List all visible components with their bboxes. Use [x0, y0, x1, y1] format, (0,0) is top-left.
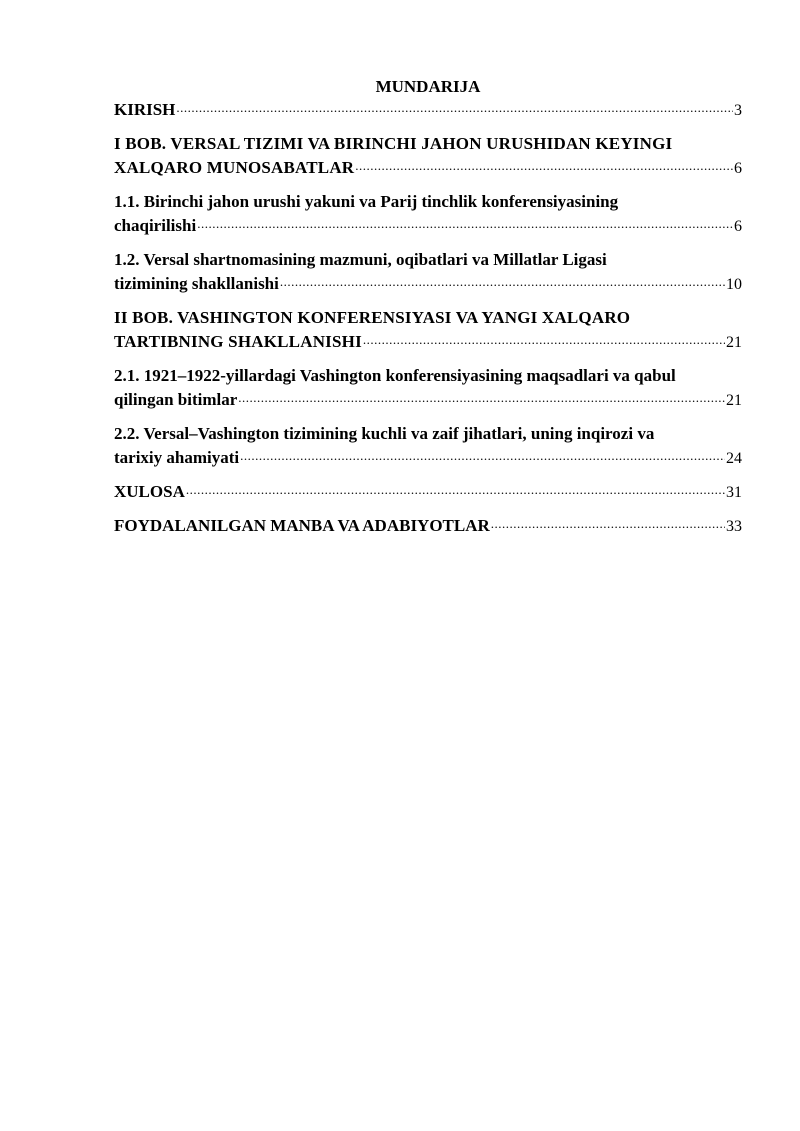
toc-entry-section-2-2[interactable]: [114, 422, 742, 471]
toc-entry-line: [114, 388, 742, 413]
dot-leader: [491, 517, 725, 531]
toc-entry-line: [114, 272, 742, 297]
toc-entry-line: [114, 98, 742, 123]
toc-page-number: 6: [734, 218, 742, 235]
toc-entry-line: [114, 446, 742, 471]
toc-entry-section-1-1[interactable]: [114, 190, 742, 239]
toc-page-number: 31: [726, 484, 742, 501]
toc-entry-text: qilingan bitimlar: [114, 390, 238, 409]
toc-entry-text: 1.2. Versal shartnomasining mazmuni, oqibatlari va Millatlar Ligasi: [114, 250, 607, 269]
toc-entry-bibliography[interactable]: [114, 514, 742, 539]
toc-entry-text: II BOB. VASHINGTON KONFERENSIYASI VA YANGI XALQARO: [114, 308, 631, 327]
dot-leader: [176, 101, 733, 115]
dot-leader: [280, 275, 725, 289]
toc-page-number: 24: [726, 450, 742, 467]
toc-entry-line: [114, 214, 742, 239]
toc-entry-text: I BOB. VERSAL TIZIMI VA BIRINCHI JAHON URUSHIDAN KEYINGI: [114, 134, 673, 153]
toc-entry-text: chaqirilishi: [114, 216, 197, 235]
toc-entry-text: FOYDALANILGAN MANBA VA ADABIYOTLAR: [114, 516, 490, 535]
dot-leader: [238, 391, 725, 405]
toc-page-number: 10: [726, 276, 742, 293]
toc-page-number: 21: [726, 334, 742, 351]
toc-entry-text: tarixiy ahamiyati: [114, 448, 240, 467]
toc-entry-section-1-2[interactable]: [114, 248, 742, 297]
toc-entry-text: 2.1. 1921–1922-yillardagi Vashington konferensiyasining maqsadlari va qabul: [114, 366, 676, 385]
toc-page-number: 6: [734, 160, 742, 177]
toc-entry-xulosa[interactable]: [114, 480, 742, 505]
toc-entry-text: XULOSA: [114, 482, 185, 501]
toc-entry-chapter-2[interactable]: [114, 306, 742, 355]
toc-entry-line: [114, 480, 742, 505]
toc-entry-line: [114, 156, 742, 181]
dot-leader: [186, 483, 725, 497]
dot-leader: [240, 449, 725, 463]
table-of-contents: [114, 76, 742, 548]
toc-page-number: 3: [734, 102, 742, 119]
dot-leader: [355, 159, 733, 173]
toc-page-number: 21: [726, 392, 742, 409]
toc-title: MUNDARIJA: [375, 77, 481, 96]
toc-entry-text: 1.1. Birinchi jahon urushi yakuni va Parij tinchlik konferensiyasining: [114, 192, 619, 211]
toc-entry-kirish[interactable]: [114, 98, 742, 123]
toc-entry-line: [114, 514, 742, 539]
toc-entry-text: TARTIBNING SHAKLLANISHI: [114, 332, 362, 351]
toc-entry-section-2-1[interactable]: [114, 364, 742, 413]
dot-leader: [363, 333, 725, 347]
toc-entry-line: [114, 330, 742, 355]
dot-leader: [197, 217, 733, 231]
toc-entry-text: XALQARO MUNOSABATLAR: [114, 158, 355, 177]
toc-entry-text: 2.2. Versal–Vashington tizimining kuchli va zaif jihatlari, uning inqirozi va: [114, 424, 655, 443]
toc-page-number: 33: [726, 518, 742, 535]
toc-entry-text: tizimining shakllanishi: [114, 274, 279, 293]
toc-entry-chapter-1[interactable]: [114, 132, 742, 181]
toc-entry-text: KIRISH: [114, 100, 176, 119]
